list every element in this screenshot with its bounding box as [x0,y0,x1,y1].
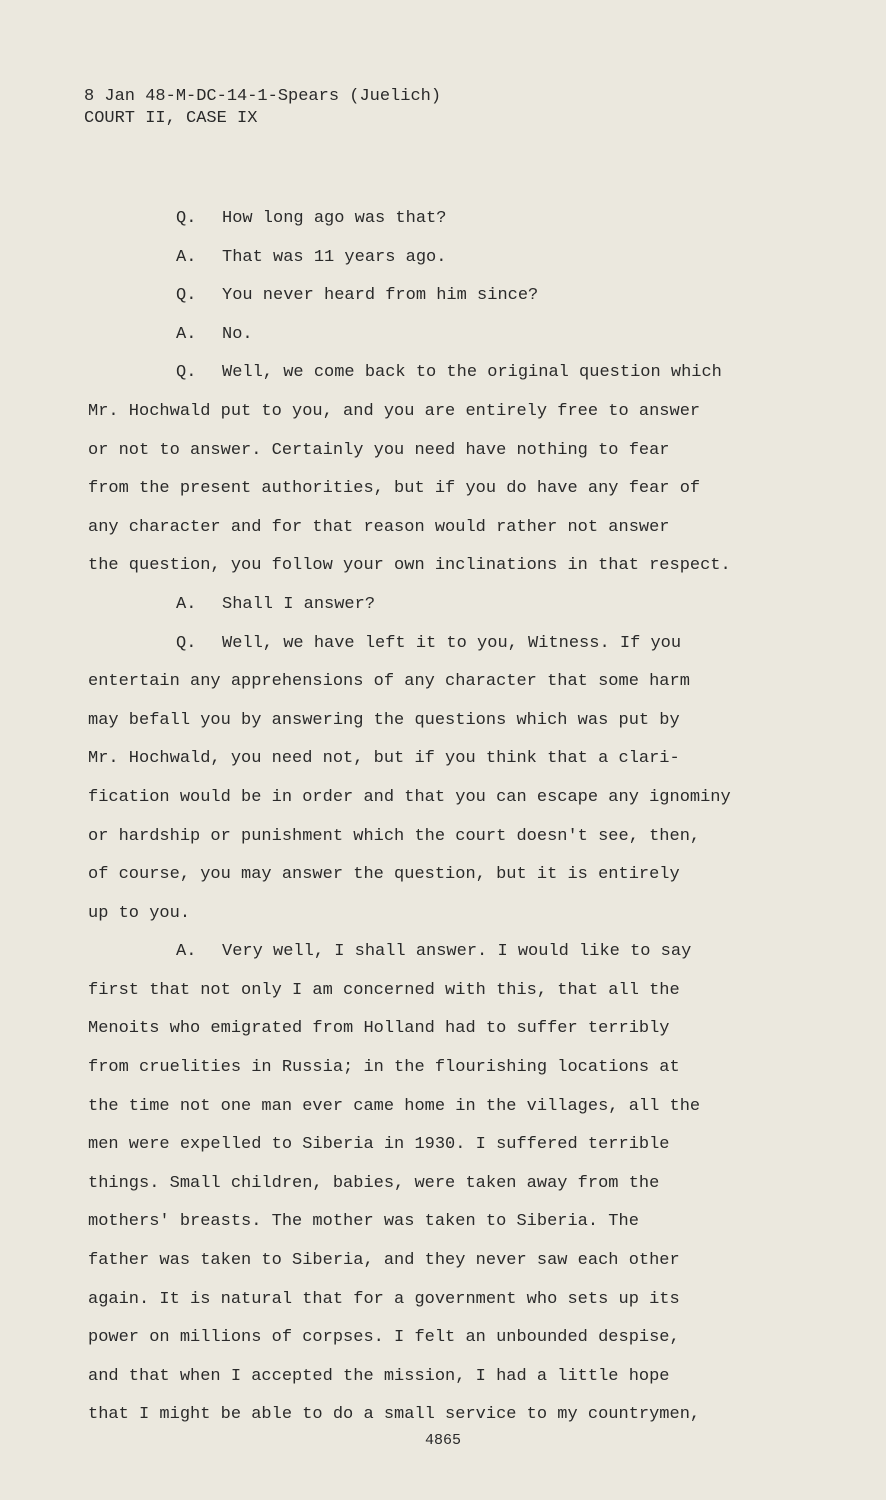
transcript-line [88,354,818,393]
transcript-line [88,1010,818,1049]
line-text: that I might be able to do a small service to my countrymen, [88,1405,701,1425]
line-text: things. Small children, babies, were taken away from the [88,1173,660,1193]
line-text: up to you. [88,903,191,923]
transcript-line [88,702,818,741]
transcript-line [88,972,818,1011]
line-text: and that when I accepted the mission, I had a little hope [88,1366,670,1386]
line-text: Well, we have left it to you, Witness. If you [222,633,682,653]
transcript-line [88,547,818,586]
line-text: from the present authorities, but if you do have any fear of [88,479,701,499]
transcript-line [88,1358,818,1397]
line-text: or hardship or punishment which the court doesn't see, then, [88,826,701,846]
line-text: may befall you by answering the questions which was put by [88,710,680,730]
transcript-line [88,1281,818,1320]
line-text: men were expelled to Siberia in 1930. I suffered terrible [88,1135,670,1155]
transcript-line [88,1396,818,1435]
transcript-line [88,239,818,278]
line-text: the question, you follow your own inclinations in that respect. [88,556,731,576]
line-text: from cruelities in Russia; in the flourishing locations at [88,1058,680,1078]
line-text: first that not only I am concerned with this, that all the [88,980,680,1000]
line-text: Shall I answer? [222,594,376,614]
speaker-marker: A. [176,942,197,962]
line-text: again. It is natural that for a government who sets up its [88,1289,680,1309]
transcript-line [88,818,818,857]
line-text: any character and for that reason would rather not answer [88,517,670,537]
line-text: or not to answer. Certainly you need have nothing to fear [88,440,670,460]
speaker-marker: A. [176,594,197,614]
transcript-line [88,856,818,895]
header-line-1: 8 Jan 48-M-DC-14-1-Spears (Juelich) [84,87,442,106]
transcript-line [88,625,818,664]
transcript-line [88,1319,818,1358]
line-text: power on millions of corpses. I felt an unbounded despise, [88,1328,680,1348]
line-text: How long ago was that? [222,209,447,228]
document-header [84,86,441,130]
transcript-line [88,277,818,316]
speaker-marker: A. [176,247,197,267]
transcript-line [88,779,818,818]
transcript-line [88,316,818,355]
speaker-marker: A. [176,324,197,344]
line-text: No. [222,324,253,344]
transcript-line [88,470,818,509]
transcript-line [88,663,818,702]
transcript-body [88,200,818,1435]
speaker-marker: Q. [176,209,197,228]
speaker-marker: Q. [176,363,197,383]
transcript-line [88,933,818,972]
transcript-line [88,1126,818,1165]
transcript-line [88,509,818,548]
line-text: father was taken to Siberia, and they never saw each other [88,1251,680,1271]
transcript-line [88,1165,818,1204]
line-text: Mr. Hochwald put to you, and you are entirely free to answer [88,401,701,421]
transcript-line [88,432,818,471]
header-line-2: COURT II, CASE IX [84,109,258,128]
transcript-line [88,895,818,934]
line-text: fication would be in order and that you can escape any ignominy [88,787,731,807]
transcript-line [88,1203,818,1242]
line-text: mothers' breasts. The mother was taken to Siberia. The [88,1212,639,1232]
speaker-marker: Q. [176,286,197,306]
line-text: Well, we come back to the original question which [222,363,722,383]
line-text: the time not one man ever came home in the villages, all the [88,1096,701,1116]
line-text: Very well, I shall answer. I would like to say [222,942,692,962]
line-text: Menoits who emigrated from Holland had to suffer terribly [88,1019,670,1039]
line-text: entertain any apprehensions of any character that some harm [88,672,690,692]
transcript-line [88,1088,818,1127]
line-text: You never heard from him since? [222,286,539,306]
transcript-line [88,393,818,432]
line-text: Mr. Hochwald, you need not, but if you think that a clari- [88,749,680,769]
line-text: That was 11 years ago. [222,247,447,267]
page-number: 4865 [424,1432,461,1449]
speaker-marker: Q. [176,633,197,653]
transcript-line [88,1049,818,1088]
transcript-line [88,200,818,239]
transcript-line [88,1242,818,1281]
line-text: of course, you may answer the question, but it is entirely [88,865,680,885]
transcript-line [88,586,818,625]
transcript-line [88,740,818,779]
